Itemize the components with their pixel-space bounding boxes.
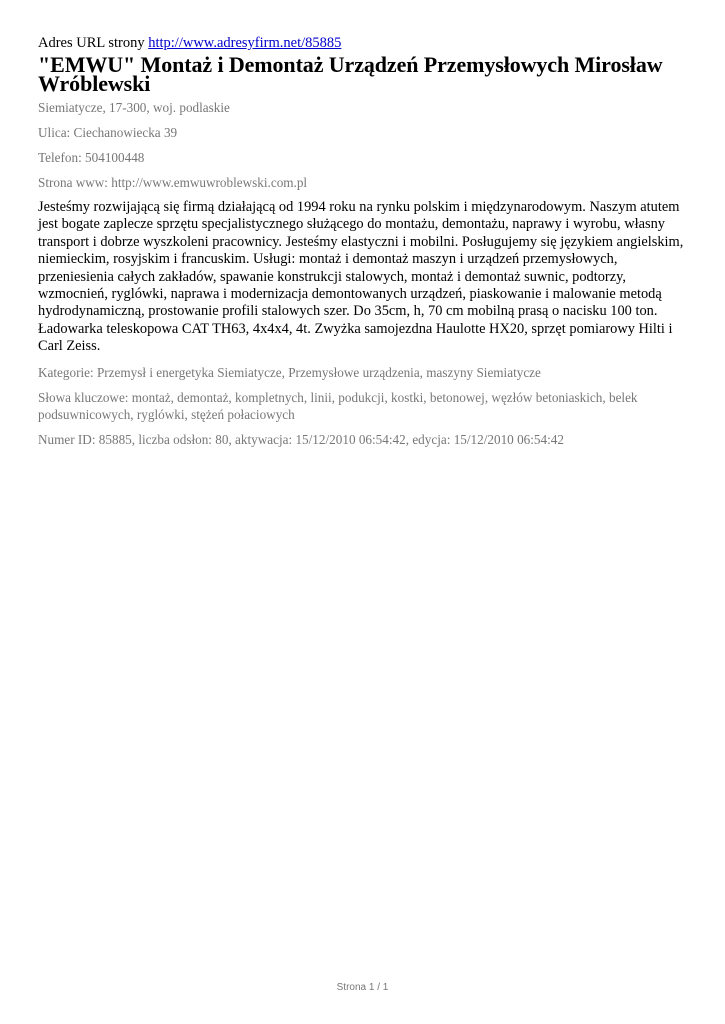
company-title: "EMWU" Montaż i Demontaż Urządzeń Przemysłowych Mirosław Wróblewski <box>38 52 663 96</box>
company-street: Ulica: Ciechanowiecka 39 <box>38 125 178 140</box>
company-keywords: Słowa kluczowe: montaż, demontaż, kompletnych, linii, podukcji, kostki, betonowej, węzłów betoniaskich, belek podsuwnicowych, ryglówki, stężeń połaciowych <box>38 389 638 422</box>
record-info: Numer ID: 85885, liczba odsłon: 80, aktywacja: 15/12/2010 06:54:42, edycja: 15/12/2010 06:54:42 <box>38 431 564 447</box>
company-phone: Telefon: 504100448 <box>38 150 145 165</box>
company-website: Strona www: http://www.emwuwroblewski.com.pl <box>38 175 308 190</box>
page-footer: Strona 1 / 1 <box>336 982 389 993</box>
url-line <box>38 34 688 52</box>
url-label: Adres URL strony <box>38 35 145 51</box>
company-location: Siemiatycze, 17-300, woj. podlaskie <box>38 100 230 115</box>
url-link[interactable]: http://www.adresyfirm.net/85885 <box>148 35 342 51</box>
company-description: Jesteśmy rozwijającą się firmą działającą od 1994 roku na rynku polskim i międzynarodowym. Naszym atutem jest bogate zaplecze sprzętu specjalistycznego służącego do montażu, demontażu, naprawy i wyrobu, własny transport i dobrze wyszkoleni pracownicy. Jesteśmy elastyczni i mobilni. Posługujemy się językiem angielskim, niemieckim, rosyjskim i francuskim. Usługi: montaż i demontaż maszyn i urządzeń przemysłowych, przeniesienia całych zakładów, spawanie konstrukcji stalowych, montaż i demontaż suwnic, podtorzy, wzmocnień, ryglówki, naprawa i modernizacja demontowanych urządzeń, piaskowanie i malowanie metodą hydrodynamiczną, prostowanie profili stalowych szer. Do 35cm, h, 70 cm mobilną prasą o nacisku 100 ton. Ładowarka teleskopowa CAT TH63, 4x4x4, 4t. Zwyżka samojezdna Haulotte HX20, sprzęt pomiarowy Hilti i Carl Zeiss. <box>38 199 684 355</box>
company-categories: Kategorie: Przemysł i energetyka Siemiatycze, Przemysłowe urządzenia, maszyny Siemiatycze <box>38 364 541 380</box>
document-page <box>38 34 688 448</box>
